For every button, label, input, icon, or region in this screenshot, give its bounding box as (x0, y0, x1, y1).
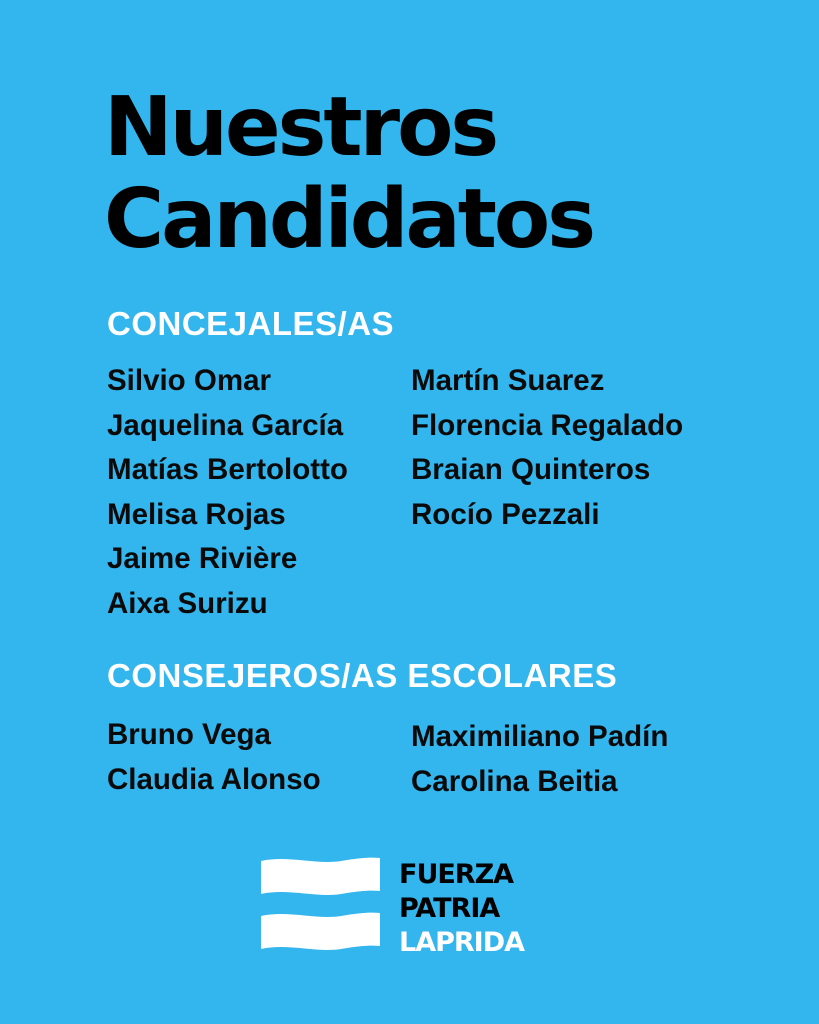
title-line-1: Nuestros (104, 80, 497, 175)
consejeros-heading: CONSEJEROS/AS ESCOLARES (107, 657, 618, 694)
concejales-list-right (411, 359, 683, 537)
consejeros-list-right (411, 715, 668, 804)
party-name (399, 858, 524, 960)
title-line-2: Candidatos (104, 172, 594, 267)
candidate-name: Melisa Rojas (107, 497, 286, 531)
candidate-name: Braian Quinteros (411, 453, 651, 486)
candidate-name: Bruno Vega (107, 718, 271, 751)
candidate-name: Rocío Pezzali (411, 497, 600, 531)
candidate-name: Jaime Rivière (107, 542, 298, 575)
candidate-name: Silvio Omar (107, 364, 271, 397)
concejales-heading: CONCEJALES/AS (107, 305, 395, 342)
candidate-name: Maximiliano Padín (411, 720, 669, 753)
candidate-name: Jaquelina García (107, 408, 344, 442)
concejales-list-left (107, 359, 348, 626)
candidate-name: Matías Bertolotto (107, 453, 348, 486)
flag-wave-icon (258, 855, 388, 955)
page-title (104, 82, 593, 266)
party-name-line-2: PATRIA (399, 893, 500, 924)
candidate-name: Carolina Beitia (411, 764, 618, 798)
candidate-name: Florencia Regalado (411, 408, 684, 442)
consejeros-list-left (107, 713, 321, 802)
candidate-name: Claudia Alonso (107, 762, 321, 796)
party-name-line-1: FUERZA (399, 859, 514, 890)
candidate-name: Aixa Surizu (107, 586, 268, 620)
candidate-name: Martín Suarez (411, 364, 605, 397)
party-name-line-3: LAPRIDA (399, 927, 525, 958)
